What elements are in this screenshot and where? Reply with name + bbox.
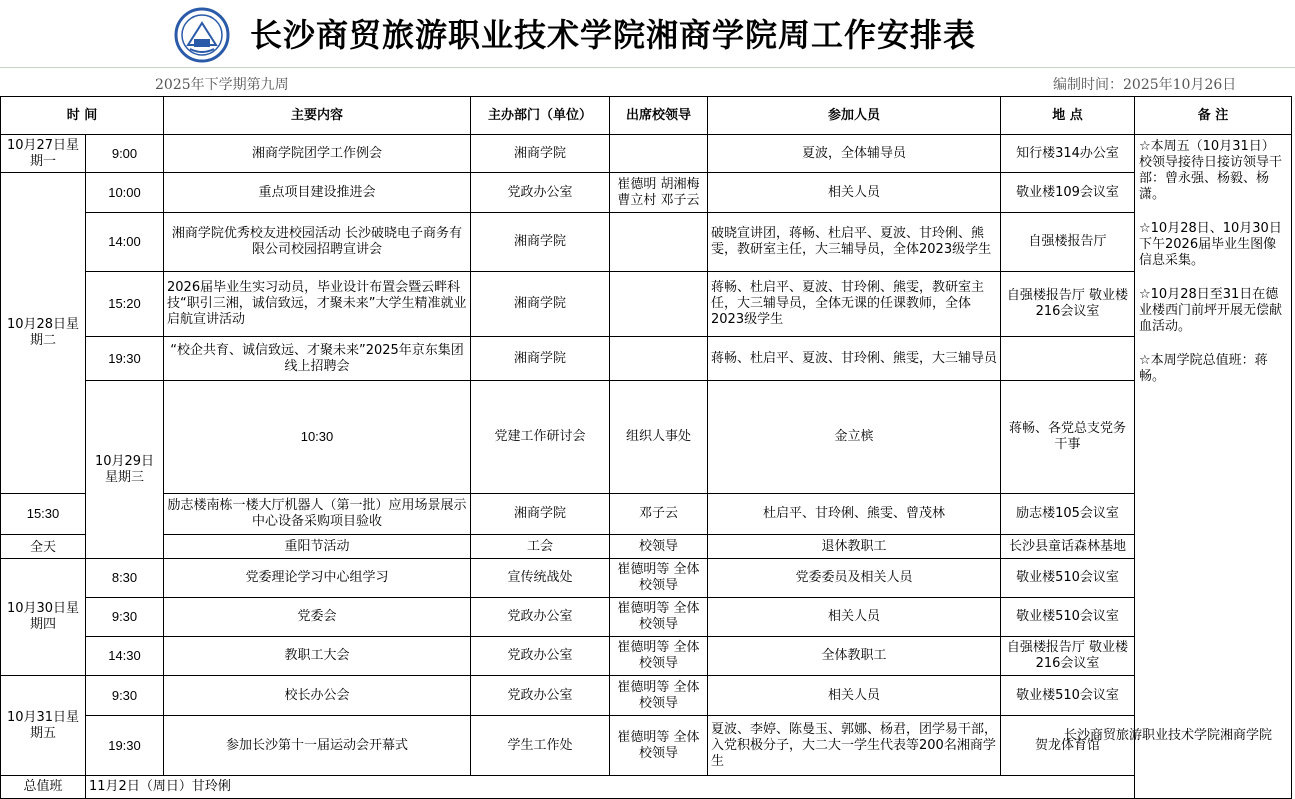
time-cell: 9:30 (86, 676, 164, 716)
leader-cell: 崔德明 胡湘梅 曹立村 邓子云 (610, 173, 708, 213)
content-cell: 参加长沙第十一届运动会开幕式 (164, 716, 471, 776)
location-cell: 自强楼报告厅 (1001, 213, 1135, 272)
semester-label: 2025年下学期第九周 (155, 77, 289, 93)
leader-cell (610, 213, 708, 272)
leader-cell: 校领导 (610, 535, 708, 559)
dept-cell: 湘商学院 (471, 213, 610, 272)
time-cell: 14:00 (86, 213, 164, 272)
location-cell: 敬业楼510会议室 (1001, 598, 1135, 637)
dept-cell: 党政办公室 (471, 173, 610, 213)
content-cell: 校长办公会 (164, 676, 471, 716)
leader-cell: 崔德明等 全体校领导 (610, 598, 708, 637)
dept-cell: 党政办公室 (471, 637, 610, 676)
subheader (0, 68, 1295, 96)
note-item: ☆10月28日、10月30日下午2026届毕业生图像信息采集。 (1139, 221, 1282, 268)
time-cell: 15:20 (86, 272, 164, 337)
location-cell: 知行楼314办公室 (1001, 135, 1135, 173)
content-cell: 2026届毕业生实习动员，毕业设计布置会暨云畔科技“职引三湘，诚信致远，才聚未来”大学生精准就业启航宣讲活动 (164, 272, 471, 337)
time-cell: 15:30 (1, 494, 86, 535)
content-cell: 党委理论学习中心组学习 (164, 559, 471, 598)
table-row (1, 213, 1292, 272)
participants-cell: 党委委员及相关人员 (708, 559, 1001, 598)
footer-org: 长沙商贸旅游职业技术学院湘商学院 (1064, 728, 1273, 743)
dept-cell: 工会 (471, 535, 610, 559)
time-cell: 19:30 (86, 337, 164, 381)
participants-cell: 破晓宣讲团，蒋畅、杜启平、夏波、甘玲俐、熊雯，教研室主任，大三辅导员，全体2023级学生 (708, 213, 1001, 272)
content-cell: 湘商学院团学工作例会 (164, 135, 471, 173)
leader-cell: 邓子云 (610, 494, 708, 535)
page-title: 长沙商贸旅游职业技术学院湘商学院周工作安排表 (250, 16, 977, 54)
table-row (1, 559, 1292, 598)
dept-cell: 湘商学院 (471, 135, 610, 173)
col-dept: 主办部门（单位） (471, 97, 610, 135)
location-cell (1001, 337, 1135, 381)
duty-label: 总值班 (1, 776, 86, 799)
col-location: 地 点 (1001, 97, 1135, 135)
table-row (1, 337, 1292, 381)
participants-cell: 相关人员 (708, 676, 1001, 716)
location-cell: 敬业楼510会议室 (1001, 559, 1135, 598)
leader-cell (610, 337, 708, 381)
time-cell: 9:00 (86, 135, 164, 173)
note-item: ☆10月28日至31日在德业楼西门前坪开展无偿献血活动。 (1139, 287, 1283, 334)
time-cell: 14:30 (86, 637, 164, 676)
dept-cell: 党政办公室 (471, 676, 610, 716)
note-item: ☆本周学院总值班：蒋畅。 (1139, 353, 1268, 384)
col-participants: 参加人员 (708, 97, 1001, 135)
day-cell: 10月29日星期三 (86, 381, 164, 559)
time-cell: 10:00 (86, 173, 164, 213)
table-row (1, 637, 1292, 676)
table-row (1, 381, 1292, 494)
participants-cell: 蒋畅、杜启平、夏波、甘玲俐、熊雯，大三辅导员 (708, 337, 1001, 381)
leader-cell: 崔德明等 全体校领导 (610, 559, 708, 598)
header (0, 0, 1295, 68)
table-row (1, 494, 1292, 535)
dept-cell: 组织人事处 (610, 381, 708, 494)
school-logo-icon (174, 7, 230, 63)
notes-cell (1135, 135, 1292, 799)
content-cell: “校企共育、诚信致远、才聚未来”2025年京东集团线上招聘会 (164, 337, 471, 381)
leader-cell: 崔德明等 全体校领导 (610, 676, 708, 716)
content-cell: 重阳节活动 (164, 535, 471, 559)
table-row (1, 272, 1292, 337)
participants-cell: 蒋畅、杜启平、夏波、甘玲俐、熊雯，教研室主任，大三辅导员，全体无课的任课教师，全体2023级学生 (708, 272, 1001, 337)
table-row (1, 598, 1292, 637)
location-cell: 自强楼报告厅 敬业楼216会议室 (1001, 637, 1135, 676)
location-cell: 敬业楼510会议室 (1001, 676, 1135, 716)
participants-cell: 蒋畅、各党总支党务干事 (1001, 381, 1135, 494)
participants-cell: 夏波，全体辅导员 (708, 135, 1001, 173)
duty-row (1, 776, 1292, 799)
location-cell: 贺龙体育馆 (1001, 716, 1135, 776)
leader-cell: 崔德明等 全体校领导 (610, 716, 708, 776)
content-cell: 湘商学院优秀校友进校园活动 长沙破晓电子商务有限公司校园招聘宣讲会 (164, 213, 471, 272)
day-cell: 10月30日星期四 (1, 559, 86, 676)
schedule-table (0, 96, 1292, 799)
duty-value: 11月2日（周日）甘玲俐 (86, 776, 1292, 799)
day-cell: 10月28日星期二 (1, 173, 86, 494)
table-header-row (1, 97, 1292, 135)
table-row (1, 676, 1292, 716)
table-row (1, 173, 1292, 213)
location-cell: 励志楼105会议室 (1001, 494, 1135, 535)
leader-cell: 崔德明等 全体校领导 (610, 637, 708, 676)
time-cell: 10:30 (164, 381, 471, 494)
time-cell: 19:30 (86, 716, 164, 776)
dept-cell: 党政办公室 (471, 598, 610, 637)
col-time: 时 间 (1, 97, 164, 135)
note-item: ☆本周五（10月31日）校领导接待日接访领导干部：曾永强、杨毅、杨潇。 (1139, 139, 1283, 202)
dept-cell: 湘商学院 (471, 494, 610, 535)
dept-cell: 湘商学院 (471, 337, 610, 381)
content-cell: 教职工大会 (164, 637, 471, 676)
col-leader: 出席校领导 (610, 97, 708, 135)
leader-cell (610, 272, 708, 337)
content-cell: 励志楼南栋一楼大厅机器人（第一批）应用场景展示中心设备采购项目验收 (164, 494, 471, 535)
participants-cell: 全体教职工 (708, 637, 1001, 676)
time-cell: 8:30 (86, 559, 164, 598)
participants-cell: 夏波、李婷、陈曼玉、郭娜、杨君，团学易干部，入党积极分子，大二大一学生代表等200名湘商学生 (708, 716, 1001, 776)
dept-cell: 学生工作处 (471, 716, 610, 776)
participants-cell: 退休教职工 (708, 535, 1001, 559)
content-cell: 重点项目建设推进会 (164, 173, 471, 213)
content-cell: 党委会 (164, 598, 471, 637)
location-cell: 敬业楼109会议室 (1001, 173, 1135, 213)
participants-cell: 相关人员 (708, 598, 1001, 637)
table-row (1, 535, 1292, 559)
day-cell: 10月27日星期一 (1, 135, 86, 173)
content-cell: 党建工作研讨会 (471, 381, 610, 494)
leader-cell (610, 135, 708, 173)
dept-cell: 湘商学院 (471, 272, 610, 337)
leader-cell: 金立槟 (708, 381, 1001, 494)
participants-cell: 杜启平、甘玲俐、熊雯、曾茂林 (708, 494, 1001, 535)
time-cell: 9:30 (86, 598, 164, 637)
compiled-date: 编制时间：2025年10月26日 (1053, 77, 1237, 93)
day-cell: 10月31日星期五 (1, 676, 86, 776)
participants-cell: 相关人员 (708, 173, 1001, 213)
table-row (1, 135, 1292, 173)
col-content: 主要内容 (164, 97, 471, 135)
location-cell: 自强楼报告厅 敬业楼216会议室 (1001, 272, 1135, 337)
dept-cell: 宣传统战处 (471, 559, 610, 598)
location-cell: 长沙县童话森林基地 (1001, 535, 1135, 559)
time-cell: 全天 (1, 535, 86, 559)
col-notes: 备 注 (1135, 97, 1292, 135)
